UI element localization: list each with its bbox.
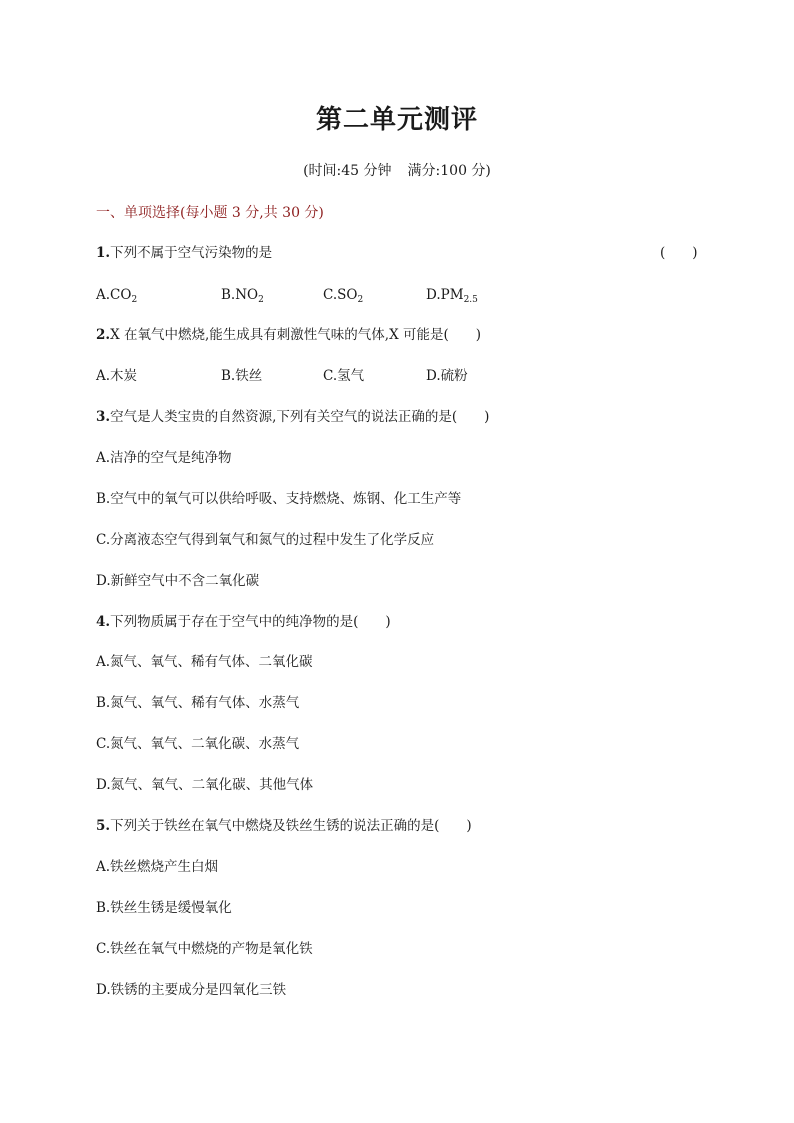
option-text: 铁丝 bbox=[235, 368, 263, 384]
question-text: 下列不属于空气污染物的是 bbox=[110, 245, 273, 261]
question-5-stem bbox=[96, 815, 472, 837]
question-4-option-c: C.氮气、氧气、二氧化碳、水蒸气 bbox=[96, 736, 300, 752]
exam-info bbox=[0, 160, 794, 182]
formula-subscript: 2 bbox=[258, 295, 264, 305]
question-text: 空气是人类宝贵的自然资源,下列有关空气的说法正确的是( ) bbox=[110, 409, 490, 425]
question-2-stem bbox=[96, 324, 481, 346]
page-title: 第二单元测评 bbox=[315, 105, 478, 135]
formula-base: NO bbox=[235, 287, 259, 303]
question-5-option-d: D.铁锈的主要成分是四氧化三铁 bbox=[96, 982, 287, 998]
question-4-option-a: A.氮气、氧气、稀有气体、二氧化碳 bbox=[96, 654, 313, 670]
question-3-option-c: C.分离液态空气得到氧气和氮气的过程中发生了化学反应 bbox=[96, 532, 435, 548]
question-4-option-d: D.氮气、氧气、二氧化碳、其他气体 bbox=[96, 777, 314, 793]
option-letter: B. bbox=[221, 287, 236, 303]
question-text: X 在氧气中燃烧,能生成具有刺激性气味的气体,X 可能是( ) bbox=[110, 327, 482, 343]
question-text: 下列物质属于存在于空气中的纯净物的是( ) bbox=[110, 614, 391, 630]
exam-score: 满分:100 分) bbox=[407, 163, 491, 179]
option-text: 木炭 bbox=[110, 368, 138, 384]
question-2-option-d bbox=[426, 365, 468, 387]
question-3-option-a: A.洁净的空气是纯净物 bbox=[96, 450, 232, 466]
question-3-option-b: B.空气中的氧气可以供给呼吸、支持燃烧、炼钢、化工生产等 bbox=[96, 491, 462, 507]
question-text: 下列关于铁丝在氧气中燃烧及铁丝生锈的说法正确的是( ) bbox=[110, 818, 472, 834]
option-letter: D. bbox=[426, 287, 441, 303]
section-heading: 一、单项选择(每小题 3 分,共 30 分) bbox=[96, 205, 324, 221]
option-letter: D. bbox=[426, 368, 441, 384]
formula-subscript: 2 bbox=[357, 295, 364, 305]
question-5-option-b: B.铁丝生锈是缓慢氧化 bbox=[96, 900, 232, 916]
question-3-stem bbox=[96, 406, 489, 428]
question-5-option-a: A.铁丝燃烧产生白烟 bbox=[96, 859, 219, 875]
question-number: 4. bbox=[96, 614, 111, 630]
formula-base: PM bbox=[440, 287, 464, 303]
option-letter: A. bbox=[96, 368, 111, 384]
question-2-option-a bbox=[96, 365, 137, 387]
question-number: 3. bbox=[96, 409, 111, 425]
formula-base: SO bbox=[337, 287, 358, 303]
question-number: 1. bbox=[96, 245, 111, 261]
question-4-option-b: B.氮气、氧气、稀有气体、水蒸气 bbox=[96, 695, 300, 711]
option-letter: C. bbox=[323, 287, 338, 303]
formula-subscript: 2 bbox=[131, 295, 138, 305]
question-2-option-c bbox=[323, 365, 364, 387]
question-number: 5. bbox=[96, 818, 111, 834]
question-2-option-b bbox=[221, 365, 262, 387]
question-1-option-d bbox=[426, 284, 478, 306]
question-1-option-a bbox=[96, 284, 137, 306]
answer-paren: ( ) bbox=[660, 245, 698, 261]
question-1-option-c bbox=[323, 284, 363, 306]
option-letter: A. bbox=[96, 287, 111, 303]
option-text: 氢气 bbox=[337, 368, 365, 384]
question-1-stem bbox=[96, 242, 272, 264]
question-number: 2. bbox=[96, 327, 111, 343]
exam-time: (时间:45 分钟 bbox=[303, 163, 392, 179]
option-letter: C. bbox=[323, 368, 338, 384]
option-text: 硫粉 bbox=[440, 368, 468, 384]
question-4-stem bbox=[96, 611, 391, 633]
question-5-option-c: C.铁丝在氧气中燃烧的产物是氧化铁 bbox=[96, 941, 313, 957]
question-3-option-d: D.新鲜空气中不含二氧化碳 bbox=[96, 573, 260, 589]
option-letter: B. bbox=[221, 368, 236, 384]
formula-base: CO bbox=[110, 287, 132, 303]
question-1-option-b bbox=[221, 284, 264, 306]
formula-subscript: 2.5 bbox=[463, 295, 478, 305]
